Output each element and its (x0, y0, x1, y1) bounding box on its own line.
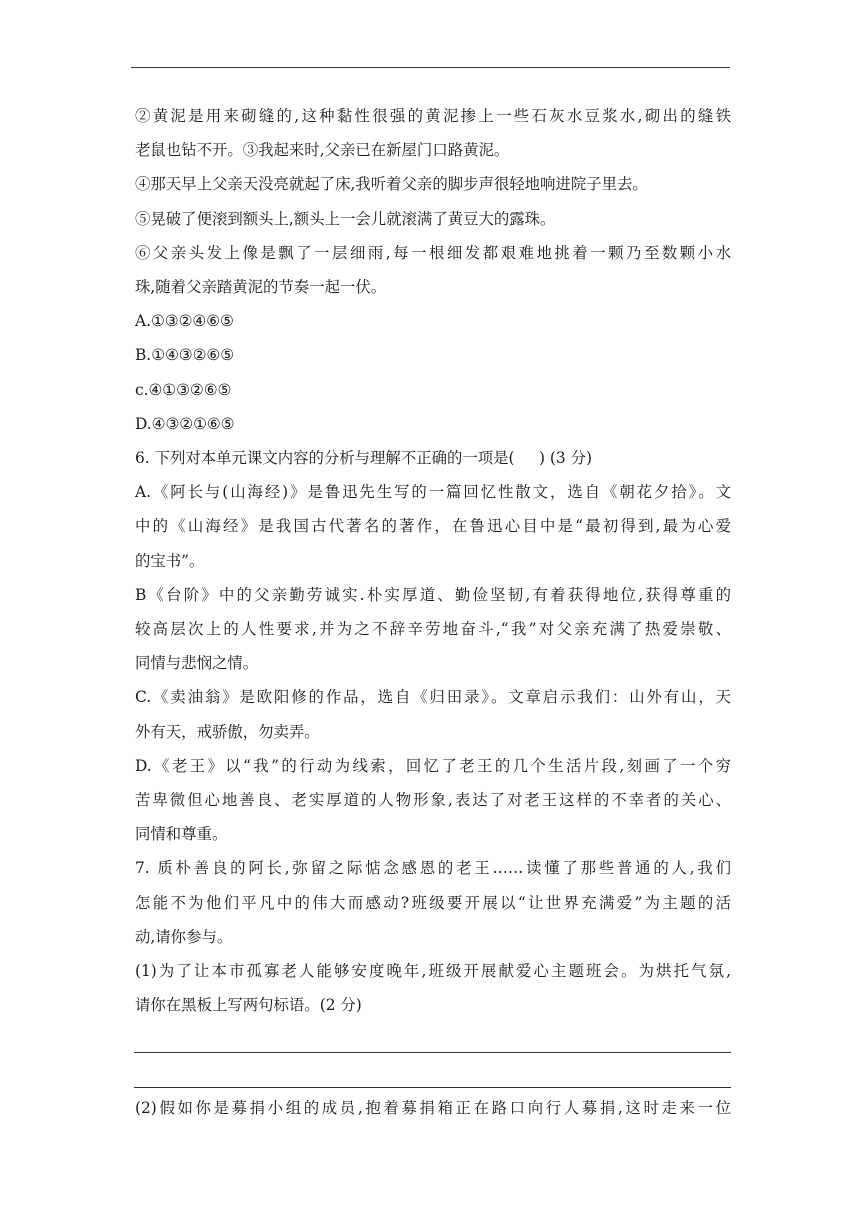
sentence-4: ④那天早上父亲天没亮就起了床,我听着父亲的脚步声很轻地响进院子里去。 (135, 175, 648, 194)
q6-option-b-line: B《台阶》中的父亲勤劳诚实.朴实厚道、勤俭坚韧,有着获得地位,获得尊重的 (135, 585, 731, 604)
q6-option-b-line: 较高层次上的人性要求,并为之不辞辛劳地奋斗,“我”对父亲充满了热爱崇敬、 (135, 620, 731, 639)
q6-option-c-line: C.《卖油翁》是欧阳修的作品，选自《归田录》。文章启示我们：山外有山，天 (135, 688, 731, 707)
q5-option-b: B.①④③②⑥⑤ (135, 346, 234, 365)
q6-option-a-line: 的宝书”。 (135, 551, 205, 570)
question-6-stem: 6. 下列对本单元课文内容的分析与理解不正确的一项是( ) (3 分) (135, 449, 593, 468)
q6-option-d-line: D.《老王》以“我”的行动为线索，回忆了老王的几个生活片段,刻画了一个穷 (135, 756, 731, 775)
sentence-5: ⑤晃破了便滚到额头上,额头上一会儿就滚满了黄豆大的露珠。 (135, 209, 556, 228)
question-7-line: 7. 质朴善良的阿长,弥留之际惦念感恩的老王……读懂了那些普通的人,我们 (135, 859, 731, 878)
answer-line[interactable] (135, 1057, 731, 1091)
sentence-6-line: 珠,随着父亲踏黄泥的节奏一起一伏。 (135, 278, 387, 297)
q6-option-a-line: A.《阿长与(山海经)》是鲁迅先生写的一篇回忆性散文，选自《朝花夕拾》。文 (135, 483, 731, 502)
question-7-line: 怎能不为他们平凡中的伟大而感动?班级要开展以“让世界充满爱”为主题的活 (135, 893, 731, 912)
sentence-2-3-line: 老鼠也钻不开。③我起来时,父亲已在新屋门口路黄泥。 (135, 141, 510, 160)
q5-option-d: D.④③②①⑥⑤ (135, 414, 235, 433)
q5-option-c: c.④①③②⑥⑤ (135, 380, 232, 399)
answer-line[interactable] (135, 1022, 731, 1056)
q6-option-c-line: 外有天，戒骄傲，勿卖弄。 (135, 722, 320, 741)
question-7-2-line: (2)假如你是募捐小组的成员,抱着募捐箱正在路口向行人募捐,这时走来一位 (135, 1098, 731, 1117)
document-body (135, 99, 731, 1125)
sentence-2-line: ②黄泥是用来砌缝的,这种黏性很强的黄泥掺上一些石灰水豆浆水,砌出的缝铁 (135, 107, 731, 125)
question-7-line: 动,请你参与。 (135, 927, 233, 946)
question-7-1-line: 请你在黑板上写两句标语。(2 分) (135, 996, 362, 1015)
q6-option-b-line: 同情与悲悯之情。 (135, 654, 259, 673)
header-rule (131, 67, 730, 68)
question-7-1-line: (1)为了让本市孤寡老人能够安度晚年,班级开展献爱心主题班会。为烘托气氛, (135, 962, 731, 981)
sentence-6-line: ⑥父亲头发上像是飘了一层细雨,每一根细发都艰难地挑着一颗乃至数颗小水 (135, 243, 731, 262)
q6-option-a-line: 中的《山海经》是我国古代著名的著作，在鲁迅心目中是“最初得到,最为心爱 (135, 517, 731, 536)
q6-option-d-line: 同情和尊重。 (135, 825, 228, 844)
q5-option-a: A.①③②④⑥⑤ (135, 312, 234, 331)
q6-option-d-line: 苦卑微但心地善良、老实厚道的人物形象,表达了对老王这样的不幸者的关心、 (135, 791, 731, 810)
